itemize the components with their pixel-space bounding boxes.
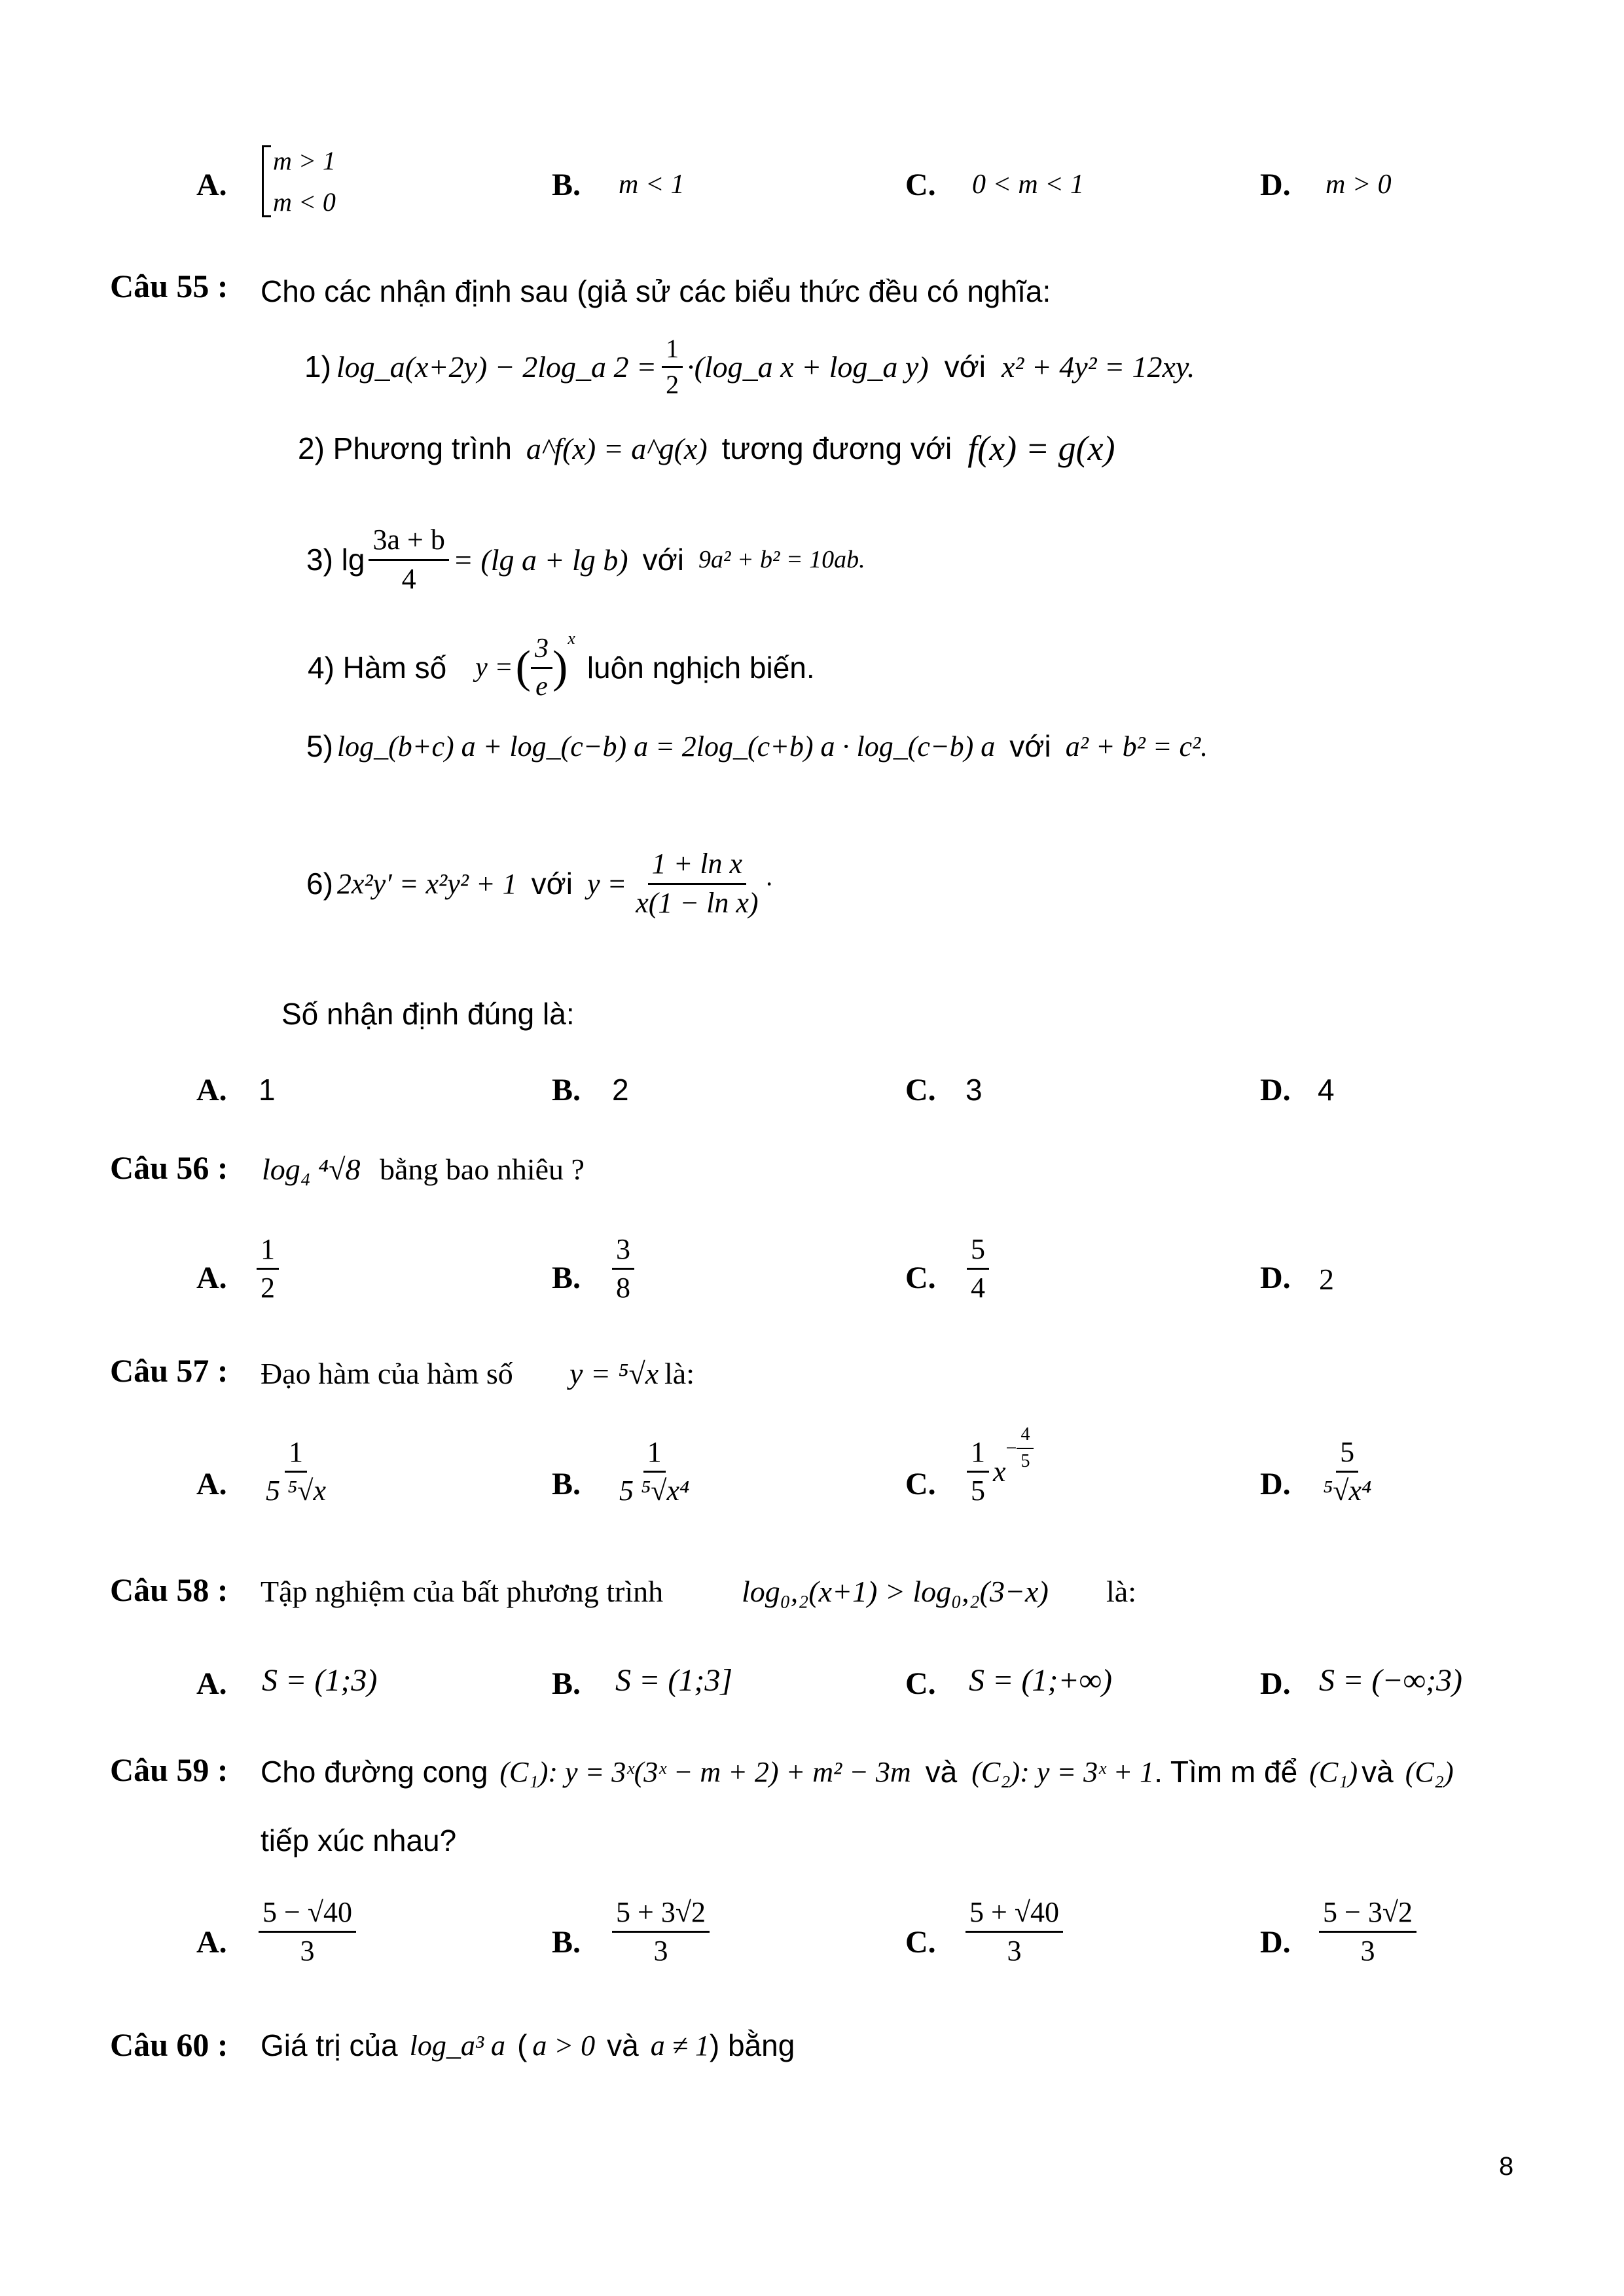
q56-option-b-num: 3	[612, 1234, 634, 1270]
q54-option-a-line2: m < 0	[273, 187, 336, 217]
q59-option-a-label: A.	[196, 1925, 227, 1960]
q54-option-b: m < 1	[619, 170, 685, 200]
q59-option-b-label: B.	[552, 1925, 581, 1960]
q55-s1-half-num: 1	[662, 334, 683, 368]
q55-s4-left-paren: (	[515, 642, 531, 692]
q59-option-a-den: 3	[300, 1935, 315, 1967]
q54-option-a-line1: m > 1	[273, 146, 336, 175]
q56-option-c-label: C.	[905, 1261, 936, 1295]
q59-option-c-num: 5 + √40	[965, 1897, 1063, 1933]
q57-option-a	[262, 1437, 330, 1507]
q58-option-b-label: B.	[552, 1666, 581, 1701]
q57-option-d-label: D.	[1260, 1467, 1291, 1501]
q54-option-a-label: A.	[196, 168, 227, 202]
q55-s4-num: 3	[531, 634, 552, 668]
q55-s2-equation: a^f(x) = a^g(x)	[526, 431, 708, 465]
q55-label: Câu 55 :	[110, 268, 228, 304]
q59-label: Câu 59 :	[110, 1751, 228, 1788]
q58-option-a-label: A.	[196, 1666, 227, 1701]
q58-expression: log₀,₂(x+1) > log₀,₂(3−x)	[742, 1575, 1049, 1608]
q57-option-c-exp-den: 5	[1020, 1450, 1030, 1471]
q59-stem-line-2: tiếp xúc nhau?	[261, 1823, 457, 1857]
q59-curve-2: (C₂): y = 3ˣ + 1	[971, 1755, 1155, 1788]
q55-s1-half-den: 2	[666, 369, 679, 399]
q57-option-c-label: C.	[905, 1467, 936, 1501]
q56-option-c-den: 4	[971, 1272, 985, 1304]
q55-s2-middle: tương đương với	[721, 431, 952, 465]
q58-option-a: S = (1;3)	[262, 1663, 378, 1698]
q57-option-b-den: 5 ⁵√x⁴	[619, 1475, 690, 1507]
q55-s1-number: 1)	[304, 350, 331, 384]
q57-option-c	[967, 1424, 1034, 1507]
q54-option-c-label: C.	[905, 168, 936, 202]
q57-option-d-num: 5	[1336, 1437, 1358, 1473]
q57-stem: Đạo hàm của hàm số	[261, 1357, 513, 1390]
q56-label: Câu 56 :	[110, 1149, 228, 1186]
q56-option-a	[257, 1234, 279, 1304]
q55-option-c: 3	[965, 1073, 983, 1107]
q55-s6-y: y =	[587, 867, 627, 900]
q57-option-b	[615, 1437, 693, 1507]
q55-statement-1	[304, 331, 1195, 403]
q57-option-a-num: 1	[285, 1437, 307, 1473]
q54-option-c: 0 < m < 1	[972, 170, 1085, 200]
q55-s4-right-paren: )	[552, 642, 568, 692]
q56-stem: bằng bao nhiêu ?	[380, 1153, 585, 1186]
q54-option-d: m > 0	[1326, 170, 1392, 200]
q59-curve-1: (C₁): y = 3ˣ(3ˣ − m + 2) + m² − 3m	[499, 1755, 911, 1788]
q55-option-c-label: C.	[905, 1073, 936, 1107]
q55-s2-prefix: 2) Phương trình	[298, 431, 512, 465]
page-number: 8	[1499, 2152, 1514, 2181]
q58-option-c-label: C.	[905, 1666, 936, 1701]
q55-statement-5	[306, 723, 1208, 769]
q56-option-d-label: D.	[1260, 1261, 1291, 1295]
q55-s6-den: x(1 − ln x)	[636, 886, 759, 919]
q57-option-c-num: 1	[967, 1437, 989, 1473]
q58-stem: Tập nghiệm của bất phương trình	[261, 1575, 664, 1608]
q56-option-b-label: B.	[552, 1261, 581, 1295]
q59-option-d	[1319, 1897, 1416, 1967]
q55-s3-with: với	[642, 543, 684, 577]
q55-statement-2	[298, 425, 1115, 471]
q58-option-c: S = (1;+∞)	[969, 1663, 1112, 1698]
q55-s6-fraction	[632, 848, 762, 919]
q57-expression: y = ⁵√x	[569, 1357, 659, 1390]
q59-option-b	[612, 1897, 710, 1967]
q55-s4-exponent: x	[568, 629, 575, 648]
q55-option-a: 1	[259, 1073, 276, 1107]
q57-option-a-den: 5 ⁵√x	[266, 1475, 326, 1507]
q57-option-a-label: A.	[196, 1467, 227, 1501]
q55-s6-equation: 2x²y′ = x²y² + 1	[336, 867, 517, 900]
q60-stem	[261, 2022, 795, 2068]
q55-option-d-label: D.	[1260, 1073, 1291, 1107]
q55-s6-num: 1 + ln x	[648, 848, 746, 884]
q60-condition-2: a ≠ 1	[650, 2029, 710, 2062]
q55-question: Số nhận định đúng là:	[281, 997, 575, 1031]
q57-option-c-coefficient	[967, 1437, 989, 1507]
q60-stem-c: và	[607, 2028, 639, 2062]
q59-option-b-den: 3	[653, 1935, 668, 1967]
q55-s1-condition: x² + 4y² = 12xy.	[1001, 350, 1195, 384]
q57-option-c-base: x	[993, 1456, 1006, 1488]
q56-option-b-den: 8	[616, 1272, 630, 1304]
q59-option-d-den: 3	[1360, 1935, 1375, 1967]
q56-option-c	[967, 1234, 989, 1304]
q57-option-b-num: 1	[643, 1437, 666, 1473]
q59-option-b-num: 5 + 3√2	[612, 1897, 710, 1933]
q58-option-d-label: D.	[1260, 1666, 1291, 1701]
q59-stem-line-1	[261, 1749, 1454, 1795]
q59-stem-c: . Tìm m để	[1154, 1755, 1298, 1789]
q55-s1-lhs: log_a(x+2y) − 2log_a 2 =	[336, 350, 657, 384]
q55-option-b-label: B.	[552, 1073, 581, 1107]
q55-statement-4	[308, 625, 815, 710]
q60-label: Câu 60 :	[110, 2026, 228, 2063]
q55-option-d: 4	[1318, 1073, 1335, 1107]
q55-s3-num: 3a + b	[369, 524, 448, 560]
q60-condition-1: a > 0	[532, 2029, 596, 2062]
q55-s3-rhs: = (lg a + lg b)	[452, 543, 628, 577]
q56-option-a-num: 1	[257, 1234, 279, 1270]
q55-s5-condition: a² + b² = c².	[1065, 730, 1208, 762]
q58-option-b: S = (1;3]	[615, 1663, 733, 1698]
q54-option-a-system	[262, 145, 336, 217]
q59-stem-b: và	[925, 1755, 958, 1789]
q55-s1-rhs: ·(log_a x + log_a y)	[687, 350, 929, 384]
q56-option-b	[612, 1234, 634, 1304]
q56-option-a-label: A.	[196, 1261, 227, 1295]
q59-stem-a: Cho đường cong	[261, 1755, 488, 1789]
q55-s3-den: 4	[401, 562, 416, 595]
q59-stem-d: và	[1362, 1755, 1394, 1789]
q59-option-d-label: D.	[1260, 1925, 1291, 1960]
q59-option-c	[965, 1897, 1063, 1967]
q56-expression: log₄ ⁴√8	[262, 1153, 361, 1186]
q55-statement-3	[306, 517, 865, 602]
q55-s1-with: với	[944, 350, 986, 384]
q55-s6-number: 6)	[306, 867, 333, 901]
q55-s4-den: e	[535, 671, 548, 702]
q57-option-d-den: ⁵√x⁴	[1323, 1475, 1372, 1507]
q57-option-b-label: B.	[552, 1467, 581, 1501]
q55-statement-6	[306, 838, 774, 929]
q58-option-d: S = (−∞;3)	[1319, 1663, 1462, 1698]
q57-option-c-exponent	[1006, 1425, 1034, 1472]
q54-option-a	[262, 145, 336, 217]
q60-stem-b: (	[517, 2028, 528, 2062]
q59-option-c-den: 3	[1007, 1935, 1022, 1967]
q54-option-b-label: B.	[552, 168, 581, 202]
q56-option-a-den: 2	[261, 1272, 275, 1304]
q55-option-a-label: A.	[196, 1073, 227, 1107]
q59-curve-1-ref: (C₁)	[1309, 1755, 1358, 1788]
q57-option-c-exp-num: 4	[1017, 1425, 1034, 1449]
q55-s6-dot: ·	[765, 869, 774, 899]
q54-option-d-label: D.	[1260, 168, 1291, 202]
q55-s4-y: y =	[475, 653, 513, 683]
q60-expression: log_a³ a	[409, 2029, 506, 2062]
q55-s2-equation-2: f(x) = g(x)	[967, 429, 1115, 468]
q55-s4-prefix: 4) Hàm số	[308, 651, 447, 685]
q55-s3-condition: 9a² + b² = 10ab.	[698, 546, 865, 573]
q55-s4-fraction	[531, 634, 552, 701]
q60-stem-a: Giá trị của	[261, 2028, 398, 2062]
q58-label: Câu 58 :	[110, 1571, 228, 1608]
q55-s1-half	[662, 334, 683, 399]
q59-curve-2-ref: (C₂)	[1405, 1755, 1454, 1788]
q55-s3-fraction	[369, 524, 448, 595]
q57-option-c-exp-frac	[1017, 1425, 1034, 1472]
q57-stem-end: là:	[664, 1357, 695, 1390]
q59-option-c-label: C.	[905, 1925, 936, 1960]
q58-stem-end: là:	[1106, 1575, 1136, 1608]
q55-s6-with: với	[531, 867, 573, 901]
q55-s5-number: 5)	[306, 729, 333, 763]
q55-s5-with: với	[1009, 729, 1051, 763]
q56-option-d: 2	[1319, 1263, 1334, 1296]
q57-option-d	[1319, 1437, 1375, 1507]
q59-option-a-num: 5 − √40	[259, 1897, 356, 1933]
q56-option-c-num: 5	[967, 1234, 989, 1270]
q60-stem-d: ) bằng	[709, 2028, 795, 2062]
q57-option-c-minus: −	[1005, 1437, 1017, 1459]
q57-option-c-den: 5	[971, 1475, 985, 1507]
q55-s5-equation: log_(b+c) a + log_(c−b) a = 2log_(c+b) a · log_(c−b) a	[336, 730, 996, 762]
q57-label: Câu 57 :	[110, 1352, 228, 1389]
q55-s3-prefix: 3) lg	[306, 543, 365, 577]
q59-option-a	[259, 1897, 356, 1967]
q55-stem: Cho các nhận định sau (giả sử các biểu thức đều có nghĩa:	[261, 274, 1051, 308]
q55-s4-post: luôn nghịch biến.	[586, 651, 815, 685]
q55-option-b: 2	[612, 1073, 629, 1107]
q59-option-d-num: 5 − 3√2	[1319, 1897, 1416, 1933]
